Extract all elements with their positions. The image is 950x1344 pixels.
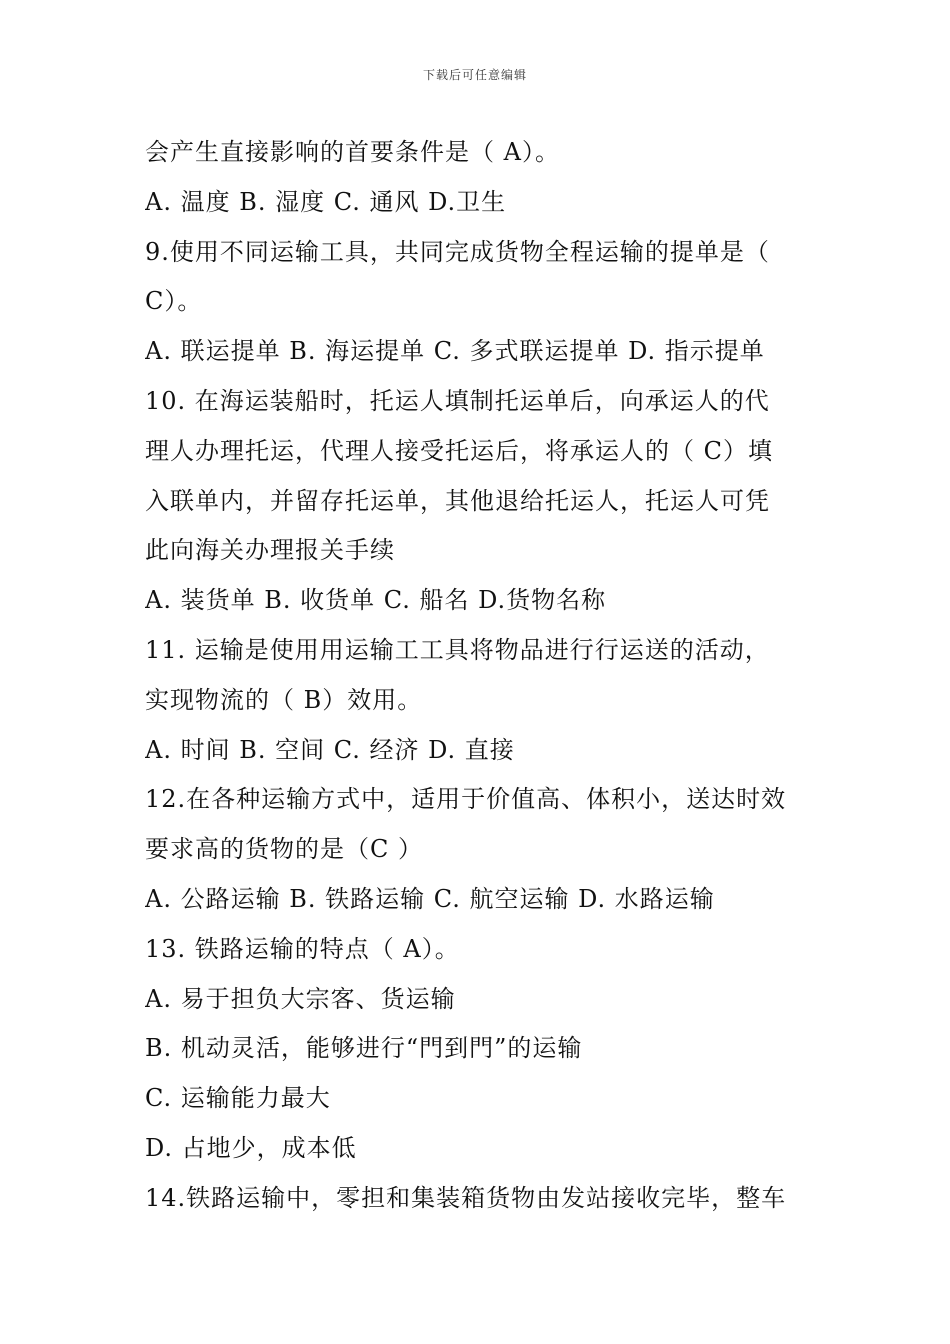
option-d: D. 占地少，成本低 <box>145 1133 357 1162</box>
question-12: 12.在各种运输方式中，适用于价值高、体积小，送达时效 <box>145 785 787 814</box>
text-line: 要求高的货物的是（C ） <box>145 835 423 864</box>
option-b: B. 机动灵活，能够进行“門到門”的运输 <box>145 1034 583 1063</box>
question-13: 13. 铁路运输的特点（ A）。 <box>145 934 460 963</box>
text-line: 此向海关办理报关手续 <box>145 536 395 565</box>
answer-options: A. 时间 B. 空间 C. 经济 D. 直接 <box>145 735 515 764</box>
text-line: 理人办理托运，代理人接受托运后，将承运人的（ C）填 <box>145 436 773 465</box>
answer-options: A. 温度 B. 湿度 C. 通风 D.卫生 <box>145 187 507 216</box>
text-line: 会产生直接影响的首要条件是（ A）。 <box>145 138 560 166</box>
question-9: 9.使用不同运输工具，共同完成货物全程运输的提单是（ <box>145 237 770 266</box>
option-c: C. 运输能力最大 <box>145 1084 331 1113</box>
text-line: C）。 <box>145 287 203 316</box>
page-header: 下载后可任意编辑 <box>422 68 527 82</box>
option-a: A. 易于担负大宗客、货运输 <box>145 984 456 1013</box>
text-line: 实现物流的（ B）效用。 <box>145 685 423 714</box>
answer-options: A. 联运提单 B. 海运提单 C. 多式联运提单 D. 指示提单 <box>145 337 765 366</box>
question-11: 11. 运输是使用用运输工工具将物品进行行运送的活动， <box>145 635 770 664</box>
answer-options: A. 装货单 B. 收货单 C. 船名 D.货物名称 <box>145 586 607 615</box>
answer-options: A. 公路运输 B. 铁路运输 C. 航空运输 D. 水路运输 <box>145 884 715 913</box>
question-10: 10. 在海运装船时，托运人填制托运单后，向承运人的代 <box>145 386 770 415</box>
text-line: 入联单内，并留存托运单，其他退给托运人，托运人可凭 <box>145 486 770 515</box>
document-body <box>145 128 810 1224</box>
question-14: 14.铁路运输中，零担和集装箱货物由发站接收完毕，整车 <box>145 1183 787 1212</box>
